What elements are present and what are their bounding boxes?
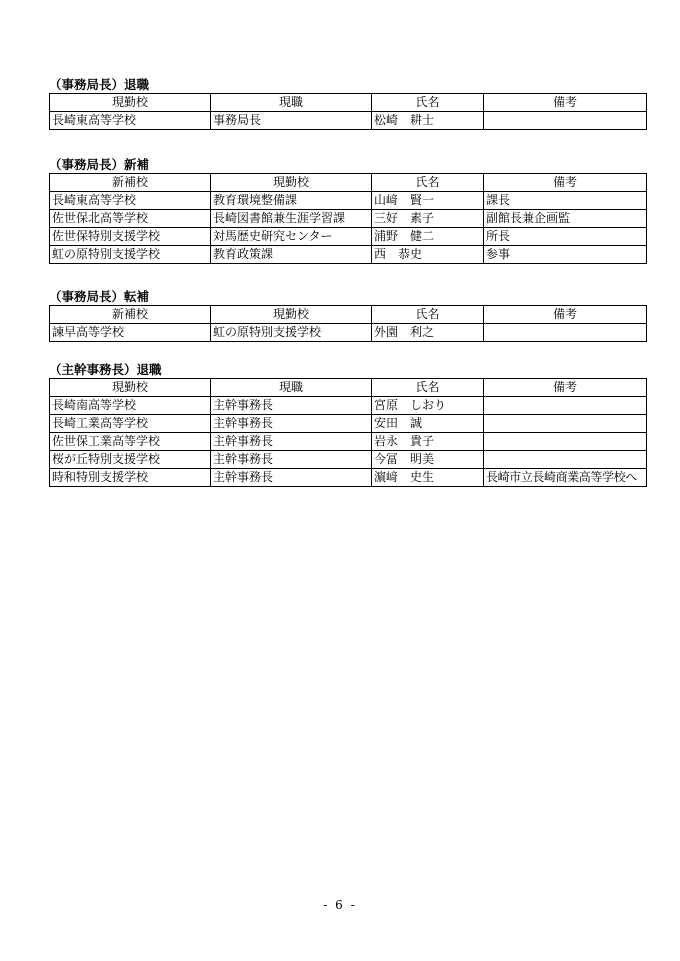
table-row bbox=[50, 246, 647, 264]
position-cell: 主幹事務長 bbox=[211, 415, 372, 433]
name-cell: 岩永 貴子 bbox=[372, 433, 484, 451]
table-row bbox=[50, 324, 647, 342]
table-row bbox=[50, 192, 647, 210]
column-header: 備考 bbox=[484, 94, 647, 112]
table-row bbox=[50, 433, 647, 451]
section-new-director bbox=[49, 158, 646, 264]
table-row bbox=[50, 415, 647, 433]
name-cell: 三好 素子 bbox=[372, 210, 484, 228]
table-row bbox=[50, 112, 647, 130]
column-header: 新補校 bbox=[50, 306, 211, 324]
column-header: 氏名 bbox=[372, 94, 484, 112]
school-cell: 桜が丘特別支援学校 bbox=[50, 451, 211, 469]
table-header-row bbox=[50, 306, 647, 324]
table-header-row bbox=[50, 94, 647, 112]
remarks-cell: 所長 bbox=[484, 228, 647, 246]
school-cell: 諫早高等学校 bbox=[50, 324, 211, 342]
column-header: 新補校 bbox=[50, 174, 211, 192]
name-cell: 松崎 耕士 bbox=[372, 112, 484, 130]
remarks-cell bbox=[484, 112, 647, 130]
school-cell: 佐世保北高等学校 bbox=[50, 210, 211, 228]
name-cell: 山﨑 賢一 bbox=[372, 192, 484, 210]
section-title: （事務局長）退職 bbox=[49, 77, 150, 92]
remarks-cell bbox=[484, 415, 647, 433]
current-school-cell: 教育政策課 bbox=[211, 246, 372, 264]
section-title: （事務局長）転補 bbox=[49, 289, 150, 304]
column-header: 現職 bbox=[211, 94, 372, 112]
column-header: 備考 bbox=[484, 174, 647, 192]
table-header-row bbox=[50, 379, 647, 397]
remarks-cell bbox=[484, 451, 647, 469]
table-row bbox=[50, 397, 647, 415]
column-header: 氏名 bbox=[372, 379, 484, 397]
section-retirement-director bbox=[49, 78, 646, 130]
school-cell: 虹の原特別支援学校 bbox=[50, 246, 211, 264]
name-cell: 今冨 明美 bbox=[372, 451, 484, 469]
column-header: 現職 bbox=[211, 379, 372, 397]
position-cell: 主幹事務長 bbox=[211, 451, 372, 469]
current-school-cell: 虹の原特別支援学校 bbox=[211, 324, 372, 342]
current-school-cell: 教育環境整備課 bbox=[211, 192, 372, 210]
column-header: 現勤校 bbox=[50, 379, 211, 397]
school-cell: 佐世保工業高等学校 bbox=[50, 433, 211, 451]
section-title: （主幹事務長）退職 bbox=[49, 362, 162, 377]
school-cell: 佐世保特別支援学校 bbox=[50, 228, 211, 246]
position-cell: 事務局長 bbox=[211, 112, 372, 130]
name-cell: 濵﨑 史生 bbox=[372, 469, 484, 487]
column-header: 現勤校 bbox=[211, 174, 372, 192]
column-header: 備考 bbox=[484, 306, 647, 324]
school-cell: 長崎東高等学校 bbox=[50, 112, 211, 130]
personnel-table bbox=[49, 378, 647, 487]
current-school-cell: 長崎図書館兼生涯学習課 bbox=[211, 210, 372, 228]
remarks-cell: 参事 bbox=[484, 246, 647, 264]
position-cell: 主幹事務長 bbox=[211, 397, 372, 415]
section-retirement-chief bbox=[49, 363, 646, 487]
remarks-cell: 課長 bbox=[484, 192, 647, 210]
column-header: 現勤校 bbox=[211, 306, 372, 324]
position-cell: 主幹事務長 bbox=[211, 433, 372, 451]
name-cell: 宮原 しおり bbox=[372, 397, 484, 415]
column-header: 現勤校 bbox=[50, 94, 211, 112]
column-header: 氏名 bbox=[372, 174, 484, 192]
section-transfer-director bbox=[49, 290, 646, 342]
position-cell: 主幹事務長 bbox=[211, 469, 372, 487]
table-header-row bbox=[50, 174, 647, 192]
name-cell: 浦野 健二 bbox=[372, 228, 484, 246]
current-school-cell: 対馬歴史研究センター bbox=[211, 228, 372, 246]
personnel-table bbox=[49, 93, 647, 130]
page-number: - 6 - bbox=[323, 898, 357, 912]
personnel-table bbox=[49, 305, 647, 342]
personnel-table bbox=[49, 173, 647, 264]
remarks-cell bbox=[484, 324, 647, 342]
remarks-cell: 長崎市立長崎商業高等学校へ bbox=[484, 469, 647, 487]
remarks-cell bbox=[484, 433, 647, 451]
column-header: 備考 bbox=[484, 379, 647, 397]
column-header: 氏名 bbox=[372, 306, 484, 324]
section-title: （事務局長）新補 bbox=[49, 157, 150, 172]
table-row bbox=[50, 210, 647, 228]
remarks-cell bbox=[484, 397, 647, 415]
table-row bbox=[50, 451, 647, 469]
table-row bbox=[50, 469, 647, 487]
school-cell: 長崎工業高等学校 bbox=[50, 415, 211, 433]
school-cell: 時和特別支援学校 bbox=[50, 469, 211, 487]
remarks-cell: 副館長兼企画監 bbox=[484, 210, 647, 228]
name-cell: 外園 利之 bbox=[372, 324, 484, 342]
table-row bbox=[50, 228, 647, 246]
school-cell: 長崎東高等学校 bbox=[50, 192, 211, 210]
name-cell: 安田 誠 bbox=[372, 415, 484, 433]
name-cell: 西 恭史 bbox=[372, 246, 484, 264]
school-cell: 長崎南高等学校 bbox=[50, 397, 211, 415]
